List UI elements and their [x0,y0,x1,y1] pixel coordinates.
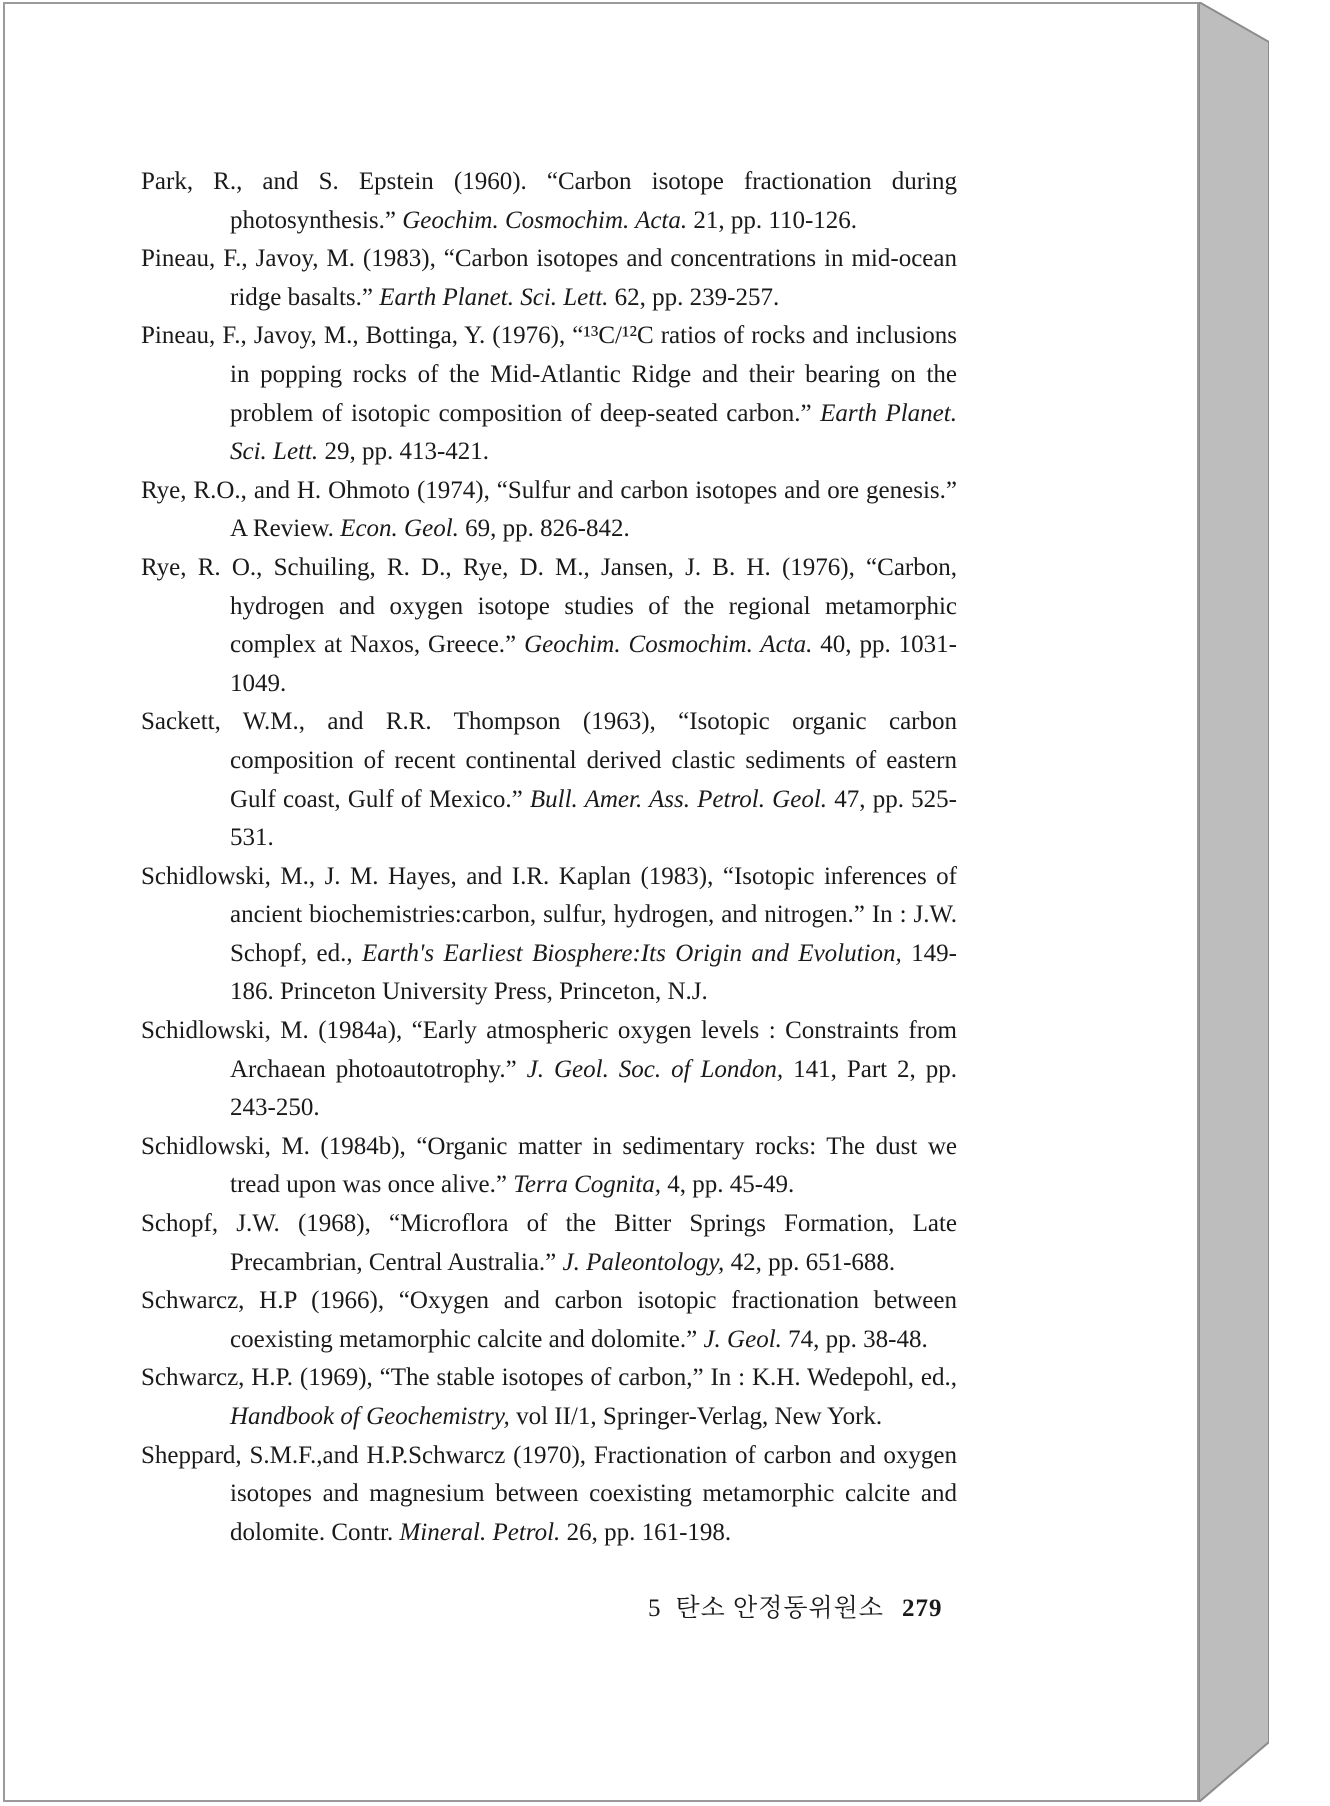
reference-entry [141,1282,957,1359]
reference-journal: Geochim. Cosmochim. Acta. [524,631,813,659]
reference-journal: Mineral. Petrol. [399,1518,561,1546]
reference-journal: Handbook of Geochemistry, [230,1403,510,1430]
reference-text: Pineau, F., Javoy, M. (1983), “Carbon isotopes and concentrations in mid-ocean ridge basalts.” [141,245,957,311]
reference-text: Rye, R.O., and H. Ohmoto (1974), “Sulfur and carbon isotopes and ore genesis.” A Review. [141,476,957,543]
reference-text: 62, pp. 239-257. [608,283,780,311]
reference-text: Rye, R. O., Schuiling, R. D., Rye, D. M., Jansen, J. B. H. (1976), “Carbon, hydrogen and oxygen isotope studies of the regional metamorphic complex at Naxos, Greece.” [141,553,957,659]
reference-journal: J. Paleontology, [562,1248,725,1276]
reference-entry [141,1205,957,1282]
reference-text: 47, pp. 525-531. [230,785,958,852]
reference-entry [141,240,957,317]
reference-entry [141,1012,957,1128]
reference-text: Sackett, W.M., and R.R. Thompson (1963), “Isotopic organic carbon composition of recent continental derived clastic sediments of eastern Gulf coast, Gulf of Mexico.” [141,708,957,813]
reference-text: Schidlowski, M. (1984b), “Organic matter in sedimentary rocks: The dust we tread upon was once alive.” [141,1132,957,1199]
reference-text: 149-186. Princeton University Press, Princeton, N.J. [230,939,958,1006]
reference-entry [141,703,957,857]
reference-text: Schidlowski, M., J. M. Hayes, and I.R. Kaplan (1983), “Isotopic inferences of ancient biochemistries:carbon, sulfur, hydrogen, and nitrogen.” In : J.W. Schopf, ed., [141,862,957,967]
reference-entry [141,549,957,703]
reference-text: Pineau, F., Javoy, M., Bottinga, Y. (1976), “¹³C/¹²C ratios of rocks and inclusions in popping rocks of the Mid-Atlantic Ridge and their bearing on the problem of isotopic composition of deep-seated carbon.” [141,322,957,427]
reference-journal: Earth Planet. Sci. Lett. [230,399,957,466]
reference-journal: Terra Cognita, [513,1171,661,1199]
reference-text: 40, pp. 1031-1049. [230,631,957,697]
reference-text: vol II/1, Springer-Verlag, New York. [509,1403,883,1430]
chapter-number: 5 [648,1595,662,1622]
reference-entry [141,317,957,471]
reference-text: 42, pp. 651-688. [724,1248,896,1276]
reference-text: 4, pp. 45-49. [660,1171,795,1199]
reference-journal: Earth's Earliest Biosphere:Its Origin and Evolution, [362,939,902,967]
reference-journal: Bull. Amer. Ass. Petrol. Geol. [529,785,828,813]
reference-text: Schwarcz, H.P. (1969), “The stable isotopes of carbon,” In : K.H. Wedepohl, ed., [141,1364,957,1392]
reference-entry [141,1128,957,1205]
chapter-title: 탄소 안정동위원소 [675,1595,884,1622]
reference-entry [141,472,957,549]
page-footer [648,1588,942,1624]
reference-journal: J. Geol. [703,1325,782,1353]
reference-journal: Econ. Geol. [340,515,459,543]
reference-text: 26, pp. 161-198. [560,1518,732,1546]
reference-journal: Earth Planet. Sci. Lett. [379,283,609,311]
page-number: 279 [901,1595,943,1622]
reference-text: Schopf, J.W. (1968), “Microflora of the Bitter Springs Formation, Late Precambrian, Central Australia.” [141,1210,957,1276]
reference-text: 74, pp. 38-48. [781,1325,928,1353]
reference-entry [141,1359,957,1436]
reference-entry [141,1437,957,1553]
reference-text: 21, pp. 110-126. [687,206,858,234]
reference-journal: J. Geol. Soc. of London, [526,1055,784,1083]
reference-text: Schidlowski, M. (1984a), “Early atmospheric oxygen levels : Constraints from Archaean photoautotrophy.” [141,1017,957,1083]
reference-text: Park, R., and S. Epstein (1960). “Carbon isotope fractionation during photosynthesis.” [141,168,957,234]
reference-text: 29, pp. 413-421. [318,438,490,466]
book-edge [1199,2,1269,1802]
reference-journal: Geochim. Cosmochim. Acta. [402,206,688,234]
reference-entry [141,858,957,1012]
reference-text: 69, pp. 826-842. [458,515,630,543]
reference-entry [141,163,957,240]
reference-list [141,163,957,1552]
reference-text: 141, Part 2, pp. 243-250. [230,1055,958,1122]
reference-text: Sheppard, S.M.F.,and H.P.Schwarcz (1970), Fractionation of carbon and oxygen isotopes and magnesium between coexisting metamorphic calcite and dolomite. Contr. [141,1441,957,1546]
reference-text: Schwarcz, H.P (1966), “Oxygen and carbon isotopic fractionation between coexisting metamorphic calcite and dolomite.” [141,1287,957,1353]
